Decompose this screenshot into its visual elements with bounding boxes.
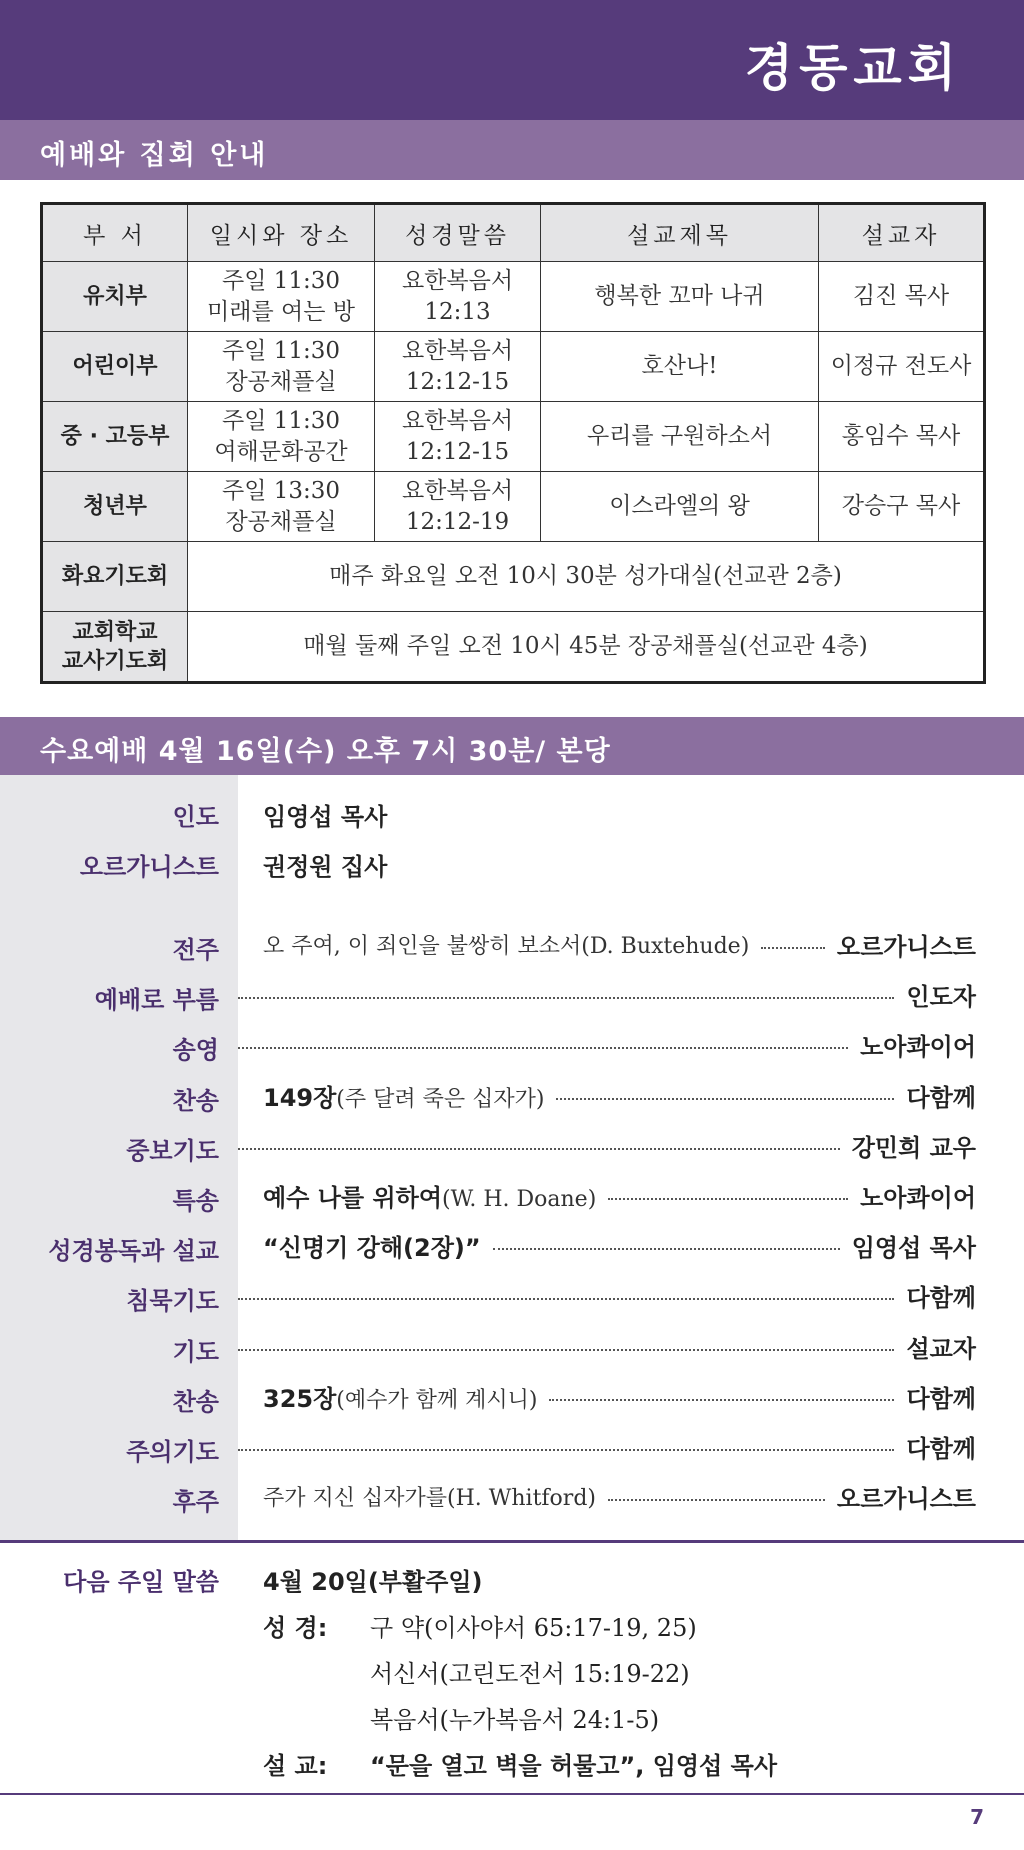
verse-text: 12:12-15: [405, 368, 510, 395]
column-header: 부 서: [42, 204, 188, 262]
place-text: 장공채플실: [225, 508, 337, 535]
order-description: [263, 1228, 481, 1263]
order-description: [263, 929, 749, 960]
scripture-cell: [375, 402, 541, 472]
dotted-leader: [238, 1449, 894, 1451]
order-bold-text: 예수 나를 위하여: [263, 1183, 442, 1212]
book-text: 요한복음서: [401, 477, 514, 504]
order-item: [238, 1326, 976, 1366]
sermon-title-cell: 우리를 구원하소서: [541, 402, 819, 472]
sermon-label: 설 교:: [263, 1752, 328, 1780]
bottom-divider: [0, 1793, 1024, 1795]
order-row: [0, 1075, 1024, 1115]
time-text: 주일 11:30: [221, 337, 341, 364]
dept-cell: 어린이부: [42, 332, 188, 402]
service-schedule-table: [40, 202, 986, 684]
time-place-cell: [188, 472, 375, 542]
time-place-cell: [188, 402, 375, 472]
time-place-cell: [188, 262, 375, 332]
order-label: 찬송: [172, 1388, 219, 1416]
preacher-cell: 이정규 전도사: [819, 332, 985, 402]
time-place-cell: [188, 332, 375, 402]
table-row: [42, 332, 985, 402]
order-item: [238, 1125, 976, 1165]
order-performer: 다함께: [906, 1283, 976, 1312]
order-text: 주가 지신 십자가를(H. Whitford): [263, 1485, 596, 1511]
organist-name: 권정원 집사: [263, 853, 388, 881]
order-performer: 다함께: [906, 1384, 976, 1413]
order-label: 송영: [172, 1036, 219, 1064]
order-item: [238, 1225, 976, 1265]
order-label: 전주: [172, 936, 219, 964]
epistle-reading: 서신서(고린도전서 15:19-22): [370, 1660, 690, 1688]
order-text: (주 달려 죽은 십자가): [336, 1086, 545, 1112]
table-row: [42, 612, 985, 683]
order-item: [238, 1024, 976, 1064]
meeting-info-cell: 매주 화요일 오전 10시 30분 성가대실(선교관 2층): [188, 542, 985, 612]
order-performer: 노아콰이어: [860, 1032, 976, 1061]
order-text: (예수가 함께 계시니): [336, 1387, 538, 1413]
verse-text: 12:13: [424, 298, 491, 325]
table-row: [42, 402, 985, 472]
place-text: 여해문화공간: [214, 438, 348, 465]
order-label: 예배로 부름: [94, 986, 219, 1014]
order-row: [0, 924, 1024, 964]
order-row: [0, 1225, 1024, 1265]
dotted-leader: [238, 997, 894, 999]
section-header-services: [0, 120, 1024, 180]
time-text: 주일 11:30: [221, 267, 341, 294]
order-label: 찬송: [172, 1087, 219, 1115]
next-sermon-title: “문을 열고 벽을 허물고”, 임영섭 목사: [370, 1752, 778, 1780]
table-row: [42, 472, 985, 542]
column-header: 설교자: [819, 204, 985, 262]
order-performer: 다함께: [906, 1434, 976, 1463]
leader-name: 임영섭 목사: [263, 803, 388, 831]
preacher-cell: 김진 목사: [819, 262, 985, 332]
order-description: [263, 1178, 596, 1213]
leader-label: 인도: [172, 803, 219, 831]
dotted-leader: [549, 1399, 894, 1401]
scripture-cell: [375, 262, 541, 332]
order-performer: 노아콰이어: [860, 1183, 976, 1212]
order-bold-text: “신명기 강해(2장)”: [263, 1233, 481, 1262]
order-label: 침묵기도: [126, 1287, 219, 1315]
order-row: [0, 1476, 1024, 1516]
book-text: 요한복음서: [401, 407, 514, 434]
preacher-cell: 강승구 목사: [819, 472, 985, 542]
dept-text: 교사기도회: [61, 648, 169, 674]
order-performer: 강민희 교우: [851, 1133, 976, 1162]
order-label: 성경봉독과 설교: [48, 1237, 219, 1265]
order-label: 기도: [172, 1338, 219, 1366]
scripture-cell: [375, 472, 541, 542]
order-row: [0, 974, 1024, 1014]
order-label: 후주: [172, 1488, 219, 1516]
dotted-leader: [608, 1198, 848, 1200]
dept-cell: 청년부: [42, 472, 188, 542]
dotted-leader: [238, 1148, 840, 1150]
order-text: (W. H. Doane): [442, 1186, 597, 1212]
order-performer: 인도자: [906, 982, 976, 1011]
order-item: [238, 1175, 976, 1215]
page-number: 7: [970, 1805, 984, 1829]
dept-cell: [42, 612, 188, 683]
order-row: [0, 1275, 1024, 1315]
dotted-leader: [761, 947, 825, 949]
place-text: 미래를 여는 방: [207, 298, 355, 325]
order-performer: 오르가니스트: [836, 1484, 976, 1513]
sermon-title-cell: 행복한 꼬마 나귀: [541, 262, 819, 332]
dotted-leader: [556, 1098, 894, 1100]
book-text: 요한복음서: [401, 337, 514, 364]
table-row: [42, 262, 985, 332]
order-item: [238, 1275, 976, 1315]
order-row: [0, 1024, 1024, 1064]
order-item: [238, 1426, 976, 1466]
order-bold-text: 149장: [263, 1083, 337, 1112]
old-testament-reading: 구 약(이사야서 65:17-19, 25): [370, 1614, 697, 1642]
meeting-info-cell: 매월 둘째 주일 오전 10시 45분 장공채플실(선교관 4층): [188, 612, 985, 683]
time-text: 주일 11:30: [221, 407, 341, 434]
order-item: [238, 1075, 976, 1115]
table-header-row: [42, 204, 985, 262]
table-row: [42, 542, 985, 612]
order-performer: 설교자: [906, 1334, 976, 1363]
next-sunday-date: 4월 20일(부활주일): [263, 1568, 483, 1596]
order-item: [238, 974, 976, 1014]
order-item: [238, 1376, 976, 1416]
organist-label: 오르가니스트: [79, 853, 219, 881]
dept-cell: 화요기도회: [42, 542, 188, 612]
dept-cell: 중 · 고등부: [42, 402, 188, 472]
order-label: 주의기도: [126, 1438, 219, 1466]
verse-text: 12:12-15: [405, 438, 510, 465]
order-row: [0, 1376, 1024, 1416]
column-header: 일시와 장소: [188, 204, 375, 262]
next-sunday-label: 다음 주일 말씀: [63, 1568, 219, 1596]
scripture-cell: [375, 332, 541, 402]
place-text: 장공채플실: [225, 368, 337, 395]
order-row: [0, 1326, 1024, 1366]
dept-cell: 유치부: [42, 262, 188, 332]
order-label: 중보기도: [126, 1137, 219, 1165]
section-header-wednesday: [0, 717, 1024, 775]
order-performer: 임영섭 목사: [851, 1233, 976, 1262]
order-bold-text: 325장: [263, 1384, 337, 1413]
order-description: [263, 1379, 537, 1414]
section-divider: [0, 1540, 1024, 1543]
order-performer: 오르가니스트: [836, 932, 976, 961]
verse-text: 12:12-19: [405, 508, 510, 535]
section-title: 예배와 집회 안내: [40, 140, 269, 171]
preacher-cell: 홍임수 목사: [819, 402, 985, 472]
dept-text: 교회학교: [72, 619, 158, 645]
sermon-title-cell: 이스라엘의 왕: [541, 472, 819, 542]
column-header: 성경말씀: [375, 204, 541, 262]
dotted-leader: [608, 1499, 825, 1501]
order-text: 오 주여, 이 죄인을 불쌍히 보소서(D. Buxtehude): [263, 933, 750, 959]
dotted-leader: [238, 1047, 848, 1049]
order-label: 특송: [172, 1187, 219, 1215]
book-text: 요한복음서: [401, 267, 514, 294]
dotted-leader: [493, 1248, 840, 1250]
time-text: 주일 13:30: [221, 477, 341, 504]
gospel-reading: 복음서(누가복음서 24:1-5): [370, 1706, 660, 1734]
order-row: [0, 1175, 1024, 1215]
church-logo: 경동교회: [744, 39, 962, 97]
order-description: [263, 1481, 596, 1512]
order-row: [0, 1426, 1024, 1466]
order-item: [238, 924, 976, 964]
sermon-title-cell: 호산나!: [541, 332, 819, 402]
section-title: 수요예배 4월 16일(수) 오후 7시 30분/ 본당: [40, 736, 611, 767]
order-row: [0, 1125, 1024, 1165]
order-performer: 다함께: [906, 1083, 976, 1112]
order-description: [263, 1078, 544, 1113]
dotted-leader: [238, 1298, 894, 1300]
order-item: [238, 1476, 976, 1516]
column-header: 설교제목: [541, 204, 819, 262]
scripture-label: 성 경:: [263, 1614, 328, 1642]
dotted-leader: [238, 1349, 894, 1351]
